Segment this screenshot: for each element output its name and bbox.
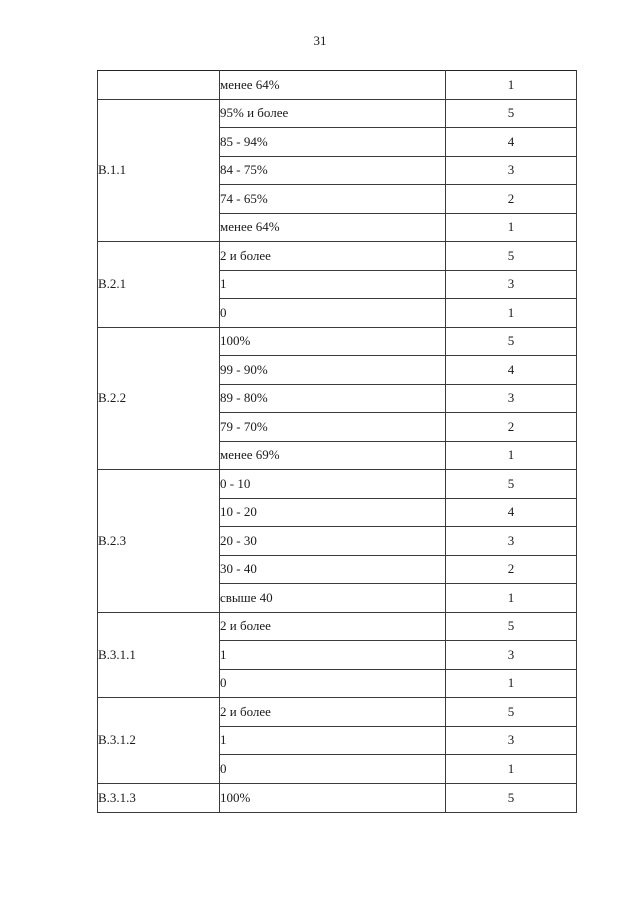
score-cell: 3 (446, 641, 577, 670)
indicator-code: В.3.1.2 (98, 732, 136, 748)
criterion-cell: 1 (220, 641, 446, 670)
table-row (98, 71, 577, 100)
score-cell: 5 (446, 470, 577, 499)
indicator-code: В.3.1.1 (98, 646, 136, 662)
criterion-cell: 85 - 94% (220, 128, 446, 157)
table-row (98, 327, 577, 356)
score-cell: 4 (446, 128, 577, 157)
criterion-cell: 0 - 10 (220, 470, 446, 499)
score-cell: 3 (446, 384, 577, 413)
criterion-cell: 79 - 70% (220, 413, 446, 442)
score-cell: 5 (446, 698, 577, 727)
score-cell: 3 (446, 527, 577, 556)
indicator-code-cell (98, 99, 220, 242)
score-cell: 1 (446, 584, 577, 613)
criterion-cell: 2 и более (220, 698, 446, 727)
indicator-code-cell (98, 327, 220, 470)
score-cell: 1 (446, 755, 577, 784)
page-number: 31 (313, 33, 327, 48)
score-cell: 3 (446, 726, 577, 755)
indicator-code: В.2.2 (98, 390, 127, 406)
criterion-cell: 0 (220, 669, 446, 698)
table-row (98, 242, 577, 271)
criterion-cell: 89 - 80% (220, 384, 446, 413)
criterion-cell: 99 - 90% (220, 356, 446, 385)
table-row (98, 470, 577, 499)
score-cell: 5 (446, 99, 577, 128)
indicator-code-cell (98, 698, 220, 784)
indicator-code: В.1.1 (98, 162, 127, 178)
score-cell: 2 (446, 413, 577, 442)
criterion-cell: 100% (220, 783, 446, 812)
score-cell: 3 (446, 156, 577, 185)
indicator-code-cell (98, 470, 220, 613)
criterion-cell: 1 (220, 726, 446, 755)
score-cell: 1 (446, 71, 577, 100)
criterion-cell: 84 - 75% (220, 156, 446, 185)
score-cell: 5 (446, 242, 577, 271)
table-row (98, 99, 577, 128)
score-cell: 2 (446, 185, 577, 214)
indicator-code: В.2.1 (98, 276, 127, 292)
indicator-code-cell (98, 783, 220, 812)
criterion-cell: 100% (220, 327, 446, 356)
criterion-cell: 2 и более (220, 612, 446, 641)
score-cell: 1 (446, 213, 577, 242)
table-row (98, 698, 577, 727)
criterion-cell: 10 - 20 (220, 498, 446, 527)
criterion-cell: 1 (220, 270, 446, 299)
table-row (98, 612, 577, 641)
score-cell: 5 (446, 783, 577, 812)
scoring-table (97, 70, 577, 813)
criterion-cell: 30 - 40 (220, 555, 446, 584)
score-cell: 3 (446, 270, 577, 299)
indicator-code-cell (98, 612, 220, 698)
indicator-code: В.3.1.3 (98, 789, 136, 805)
criterion-cell: свыше 40 (220, 584, 446, 613)
indicator-code: В.2.3 (98, 532, 127, 548)
criterion-cell: 74 - 65% (220, 185, 446, 214)
score-cell: 4 (446, 356, 577, 385)
score-cell: 2 (446, 555, 577, 584)
table-row (98, 783, 577, 812)
criterion-cell: 2 и более (220, 242, 446, 271)
criterion-cell: менее 64% (220, 213, 446, 242)
criterion-cell: 0 (220, 299, 446, 328)
score-cell: 1 (446, 299, 577, 328)
criterion-cell: 0 (220, 755, 446, 784)
criterion-cell: менее 69% (220, 441, 446, 470)
criterion-cell: 20 - 30 (220, 527, 446, 556)
table-body (98, 71, 577, 813)
score-cell: 1 (446, 441, 577, 470)
indicator-code-cell (98, 242, 220, 328)
score-cell: 5 (446, 327, 577, 356)
criterion-cell: 95% и более (220, 99, 446, 128)
score-cell: 1 (446, 669, 577, 698)
indicator-code-cell (98, 71, 220, 100)
score-cell: 4 (446, 498, 577, 527)
score-cell: 5 (446, 612, 577, 641)
criterion-cell: менее 64% (220, 71, 446, 100)
